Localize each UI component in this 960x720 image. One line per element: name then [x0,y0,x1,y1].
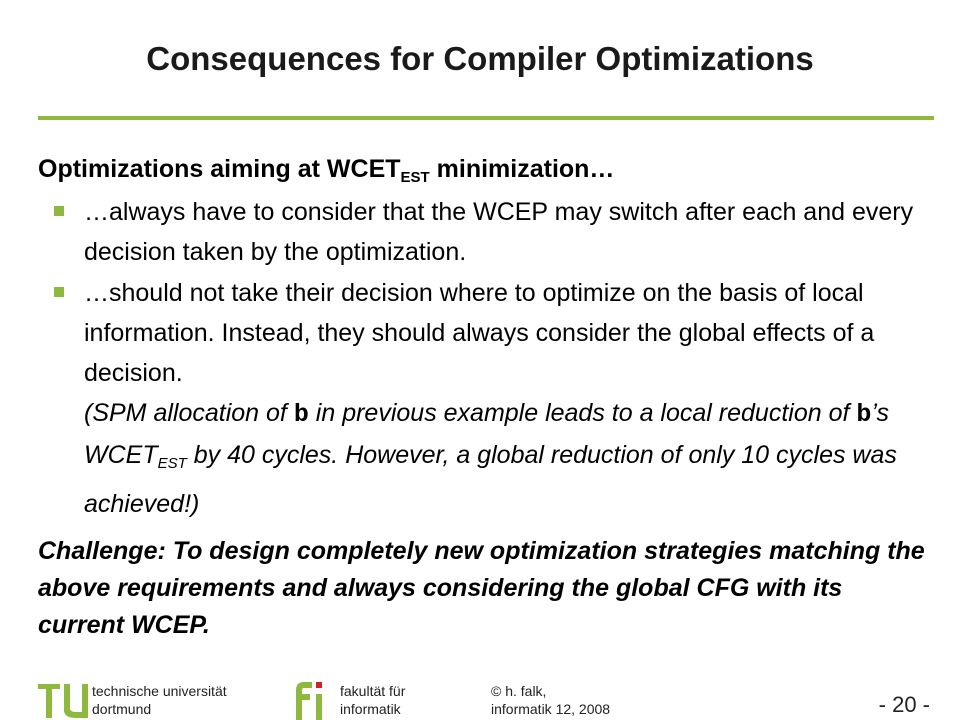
author-line: informatik 12, 2008 [491,701,611,717]
heading-subscript: EST [400,169,430,186]
author-credit [491,682,610,718]
note-subscript: EST [157,455,187,472]
example-note [84,393,934,524]
bullet-item [84,273,934,524]
university-line: technische universität [92,683,227,699]
section-heading [38,155,614,186]
author-line: © h. falk, [491,683,547,699]
note-code: b [856,400,872,429]
bullet-text: …always have to consider that the WCEP may switch after each and every decision taken by the optimization. [84,198,914,266]
faculty-name [340,682,405,718]
bullet-square-icon [54,287,64,297]
heading-prefix: Optimizations aiming at WCET [38,155,401,183]
fi-logo-icon [292,678,326,720]
university-name [92,682,227,718]
page-number: - 20 - [878,692,930,717]
bullet-item [84,192,934,272]
bullet-text: …should not take their decision where to optimize on the basis of local information. Instead, they should always consider the global effects of a decision. [84,279,875,387]
challenge-statement: Challenge: To design completely new optimization strategies matching the above requirements and always considering the global CFG with its current WCEP. [38,537,925,639]
note-text: in previous example leads to a local reduction of [308,399,857,427]
university-line: dortmund [92,701,152,717]
slide-title: Consequences for Compiler Optimizations [146,40,814,77]
note-text: ’s WCET [84,399,890,469]
note-text: by 40 cycles. However, a global reduction of only 10 cycles was achieved!) [84,441,897,518]
note-text: (SPM allocation of [84,399,294,427]
bullet-square-icon [54,206,64,216]
tu-logo-icon [38,680,90,720]
faculty-line: fakultät für [340,683,406,699]
footer [0,670,960,720]
faculty-line: informatik [340,701,401,717]
note-code: b [293,400,309,429]
heading-suffix: minimization… [429,155,615,183]
title-divider [38,116,934,120]
